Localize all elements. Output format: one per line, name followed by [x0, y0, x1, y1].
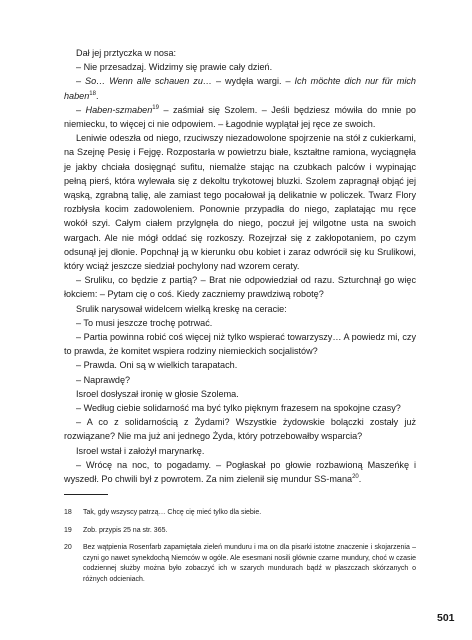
german-phrase: Ich möchte dich nur für mich haben [64, 76, 416, 101]
footnote [64, 508, 416, 519]
main-text [64, 46, 416, 486]
footnote-text: Tak, gdy wszyscy patrzą… Chcę cię mieć tylko dla siebie. [83, 509, 262, 516]
text-run: – Wrócę na noc, to pogadamy. – Pogłaskał po głowie rozbawioną Maszeńkę i wyszedł. Po chwili był z powrotem. Za nim zielenił się mundur SS-mana [64, 459, 416, 485]
footnote-text: Bez wątpienia Rosenfarb zapamiętała zieleń munduru i ma on dla pisarki istotne znaczenie i skojarzenia – czyni go nawet synekdochą Niemców w ogóle. Ale esesmani nosili głównie czarne mundury, choć w czasie codziennej służby można było zobaczyć ich w szarych mundurach bądź w płaszczach skórzanych o różnych odcieniach. [83, 544, 416, 583]
paragraph: – To musi jeszcze trochę potrwać. [76, 317, 213, 328]
paragraph: Isroel wstał i założył marynarkę. [76, 445, 205, 456]
paragraph [64, 74, 416, 102]
paragraph: – Naprawdę? [76, 374, 131, 385]
paragraph: – Sruliku, co będzie z partią? – Brat nie odpowiedział od razu. Szturchnął go więc łokciem: – Pytam cię o coś. Kiedy zaczniemy prawdziwą robotę? [64, 275, 416, 300]
paragraph: Leniwie odeszła od niego, rzuciwszy niezadowolone spojrzenie na stół z cukierkami, na Szejnę Pesię i Fejgę. Rozpostarła w powietrzu białe, kształtne ramiona, wyciągnęła je jakby chciała dosięgnąć sufitu, niemalże stając na czubkach palców i wypinając pełną pierś, która wylewała się z dekoltu trykotowej bluzki. Szolem zapragnął objąć jej wąską, zgrabną talię, ale zamiast tego pocałował ją delikatnie w policzek. Twarz Flory rozbłysła kocim zadowoleniem. Ponownie przypadła do niego, zaplatając mu ręce wokół szyi. Całym ciałem przylgnęła do niego, poczuł jej wilgotne usta na swoich wargach. Ale nie mógł oddać się rozkoszy. Rozejrzał się z zakłopotaniem, po czym odsunął jej dłonie. Popchnął ją w kierunku obu kobiet i zaraz odwrócił się ku Srulikowi, który wciąż jeszcze siedział pochylony nad wzorem ceraty. [64, 133, 416, 272]
paragraph: – Nie przesadzaj. Widzimy się prawie cały dzień. [76, 62, 273, 73]
footnote [64, 526, 416, 537]
text-run: . [358, 474, 362, 485]
paragraph: – A co z solidarnością z Żydami? Wszystkie żydowskie bolączki zostały już rozwiązane? Nie ma już ani jednego Żyda, który potrzebowałby wsparcia? [64, 417, 416, 442]
text-run: – zaśmiał się Szolem. – Jeśli będziesz mówiła do mnie po niemiecku, to więcej ci nie odpowiem. – Łagodnie wyplątał jej ręce ze swoich. [64, 104, 416, 130]
paragraph [64, 458, 416, 486]
footnote-ref: 20 [352, 474, 359, 481]
footnote-divider [64, 494, 108, 495]
page-number: 501 [437, 612, 455, 624]
text-run: – [76, 76, 86, 87]
footnote-text: Zob. przypis 25 na str. 365. [83, 526, 168, 534]
paragraph: – Partia powinna robić coś więcej niż tylko wspierać towarzyszy… A powiedz mi, czy to prawda, że komitet wspiera rodziny niemieckich socjalistów? [64, 332, 416, 357]
german-phrase: So… Wenn alle schauen zu… [85, 76, 212, 87]
footnote-number: 18 [64, 509, 72, 516]
paragraph: – Prawda. Oni są w wielkich tarapatach. [76, 360, 238, 371]
text-run: – [76, 104, 86, 115]
paragraph: Srulik narysował widelcem wielką kreskę na ceracie: [76, 303, 287, 314]
footnote-ref: 19 [152, 104, 159, 111]
paragraph: Isroel dosłyszał ironię w głosie Szolema. [76, 388, 239, 399]
text-run: – wydęła wargi. – [211, 76, 295, 87]
footnotes [64, 508, 416, 593]
footnote-number: 20 [64, 544, 72, 552]
text-run: . [95, 90, 99, 101]
paragraph [64, 103, 416, 131]
paragraph: Dał jej prztyczka w nosa: [76, 48, 177, 58]
paragraph: – Według ciebie solidarność ma być tylko pięknym frazesem na spokojne czasy? [76, 403, 401, 414]
footnote [64, 543, 416, 585]
footnote-ref: 18 [89, 90, 96, 97]
yiddish-phrase: Haben-szmaben [85, 104, 153, 115]
footnote-number: 19 [64, 526, 72, 534]
